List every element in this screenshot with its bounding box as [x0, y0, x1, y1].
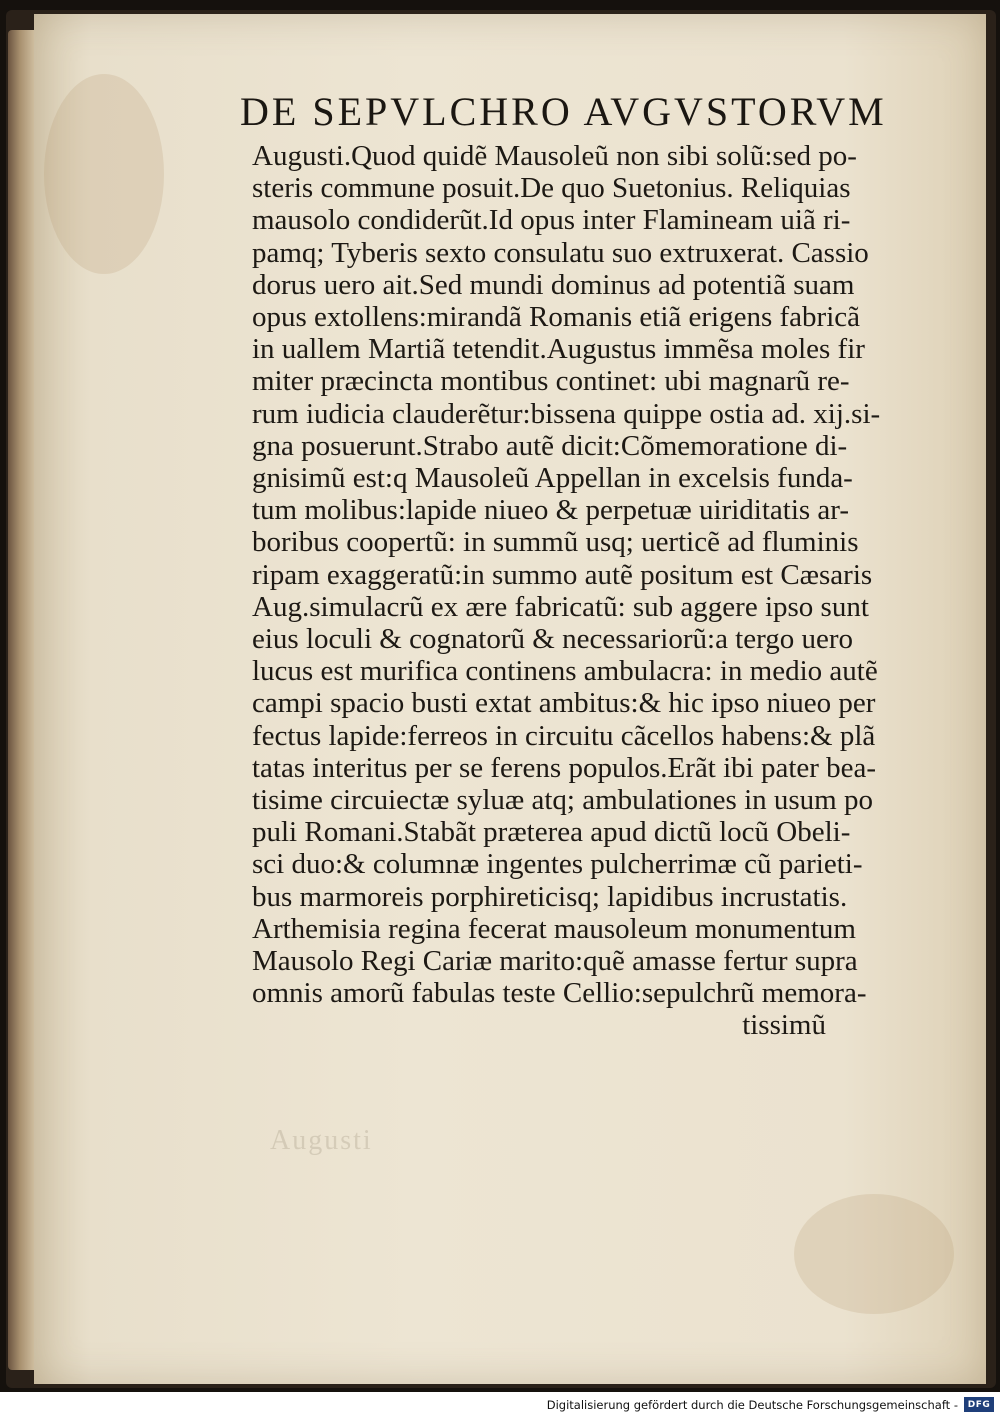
text-line: Arthemisia regina fecerat mausoleum monumentum [252, 912, 856, 945]
text-line: miter præcincta montibus continet: ubi magnarũ re- [252, 365, 850, 398]
text-line: in uallem Martiã tetendit.Augustus immẽsa moles fir [252, 333, 865, 366]
page-stain [794, 1194, 954, 1314]
text-line: tisime circuiectæ syluæ atq; ambulationes in usum po [252, 784, 873, 817]
text-line: gnisimũ est:q Mausoleũ Appellan in excelsis funda- [252, 462, 853, 495]
text-line: Aug.simulacrũ ex ære fabricatũ: sub aggere ipso sunt [252, 590, 869, 623]
text-line: eius loculi & cognatorũ & necessariorũ:a tergo uero [252, 623, 854, 656]
catchword: tissimũ [742, 1009, 826, 1042]
text-line: Augusti.Quod quidẽ Mausoleũ non sibi solũ:sed po- [252, 140, 857, 172]
running-head: DE SEPVLCHRO AVGVSTORVM [240, 89, 887, 134]
text-line: boribus coopertũ: in summũ usq; uerticẽ ad fluminis [252, 526, 859, 559]
text-line: mausolo condiderũt.Id opus inter Flamineam uiã ri- [252, 204, 851, 237]
text-line: steris commune posuit.De quo Suetonius. Reliquias [252, 172, 851, 205]
text-line: bus marmoreis porphireticisq; lapidibus incrustatis. [252, 880, 848, 913]
page-stain [44, 74, 164, 274]
text-line: ripam exaggeratũ:in summo autẽ positum est Cæsaris [252, 558, 873, 591]
text-line: rum iudicia clauderẽtur:bissena quippe ostia ad. xij.si- [252, 397, 881, 430]
body-text [252, 140, 912, 1042]
footer-bar [0, 1392, 1000, 1418]
text-line: sci duo:& columnæ ingentes pulcherrimæ cũ parieti- [252, 848, 863, 881]
text-line: pamq; Tyberis sexto consulatu suo extruxerat. Cassio [252, 236, 869, 269]
text-line: lucus est murifica continens ambulacra: in medio autẽ [252, 655, 878, 688]
text-line: opus extollens:mirandã Romanis etiã erigens fabricã [252, 301, 861, 334]
text-line: fectus lapide:ferreos in circuitu cãcellos habens:& plã [252, 719, 876, 752]
text-line: puli Romani.Stabãt præterea apud dictũ locũ Obeli- [252, 816, 851, 849]
text-line: tatas interitus per se ferens populos.Erãt ibi pater bea- [252, 751, 877, 784]
text-line: omnis amorũ fabulas teste Cellio:sepulchrũ memora- [252, 977, 867, 1010]
text-line: tum molibus:lapide niueo & perpetuæ uiriditatis ar- [252, 494, 850, 527]
dfg-logo[interactable]: DFG [964, 1397, 994, 1412]
text-line: gna posuerunt.Strabo autẽ dicit:Cõmemoratione di- [252, 429, 848, 462]
text-line: Mausolo Regi Cariæ marito:quẽ amasse fertur supra [252, 945, 858, 978]
show-through-text: Augusti [270, 1125, 373, 1156]
text-line: dorus uero ait.Sed mundi dominus ad potentiã suam [252, 268, 855, 301]
footer-credit: Digitalisierung gefördert durch die Deutsche Forschungsgemeinschaft - [546, 1398, 958, 1412]
text-line: campi spacio busti extat ambitus:& hic ipso niueo per [252, 687, 876, 720]
